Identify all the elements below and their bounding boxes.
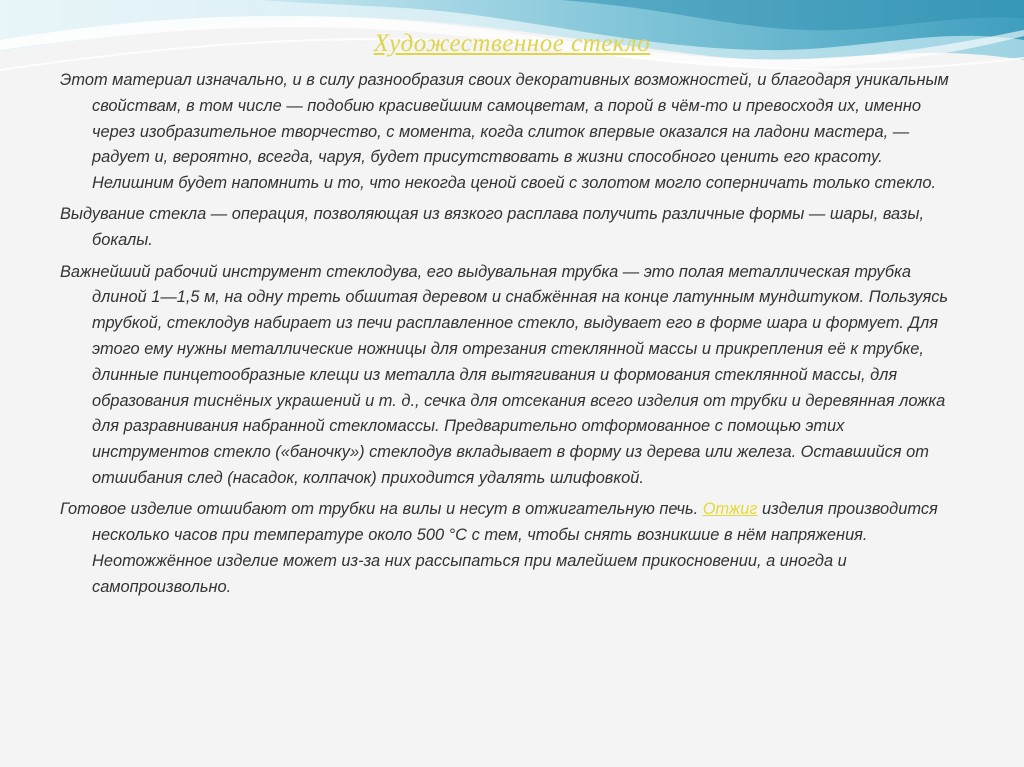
annealing-text-before: Готовое изделие отшибают от трубки на вилы и несут в отжигательную печь. xyxy=(60,500,703,519)
slide-title: Художественное стекло xyxy=(373,30,651,57)
paragraph-intro: Этот материал изначально, и в силу разнообразия своих декоративных возможностей, и благодаря уникальным свойствам, в том числе — подобию красивейшим самоцветам, а порой в чём-то и превосходя их, именно через изобразительное творчество, с момента, когда слиток впервые оказался на ладони мастера, — радует и, вероятно, всегда, чаруя, будет присутствовать в жизни способного ценить его красоту. Нелишним будет напомнить и то, что некогда ценой своей с золотом могло соперничать только стекло. xyxy=(60,71,949,193)
annealing-link[interactable]: Отжиг xyxy=(702,500,758,519)
annealing-text-after: изделия производится несколько часов при температуре около 500 °С с тем, чтобы снять возникшие в нём напряжения. Неотожжённое изделие может из-за них рассыпаться при малейшем прикосновении, а иногда и самопроизвольно. xyxy=(92,500,938,596)
paragraph-blowing: Выдувание стекла — операция, позволяющая из вязкого расплава получить различные формы — шары, вазы, бокалы. xyxy=(60,205,925,250)
paragraph-annealing xyxy=(60,497,960,600)
paragraph-tools: Важнейший рабочий инструмент стеклодува, его выдувальная трубка — это полая металлическая трубка длиной 1—1,5 м, на одну треть обшитая деревом и снабжённая на конце латунным мундштуком. Пользуясь трубкой, стеклодув набирает из печи расплавленное стекло, выдувает его в форме шара и формует. Для этого ему нужны металлические ножницы для отрезания стеклянной массы и прикрепления её к трубке, длинные пинцетообразные клещи из металла для вытягивания и формования стеклянной массы, для образования тиснёных украшений и т. д., сечка для отсекания всего изделия от трубки и деревянная ложка для разравнивания набранной стекломассы. Предварительно отформованное с помощью этих инструментов стекло («баночку») стеклодув вкладывает в форму из дерева или железа. Оставшийся от отшибания след (насадок, колпачок) приходится удалять шлифовкой. xyxy=(60,262,949,487)
slide-body xyxy=(60,68,960,606)
